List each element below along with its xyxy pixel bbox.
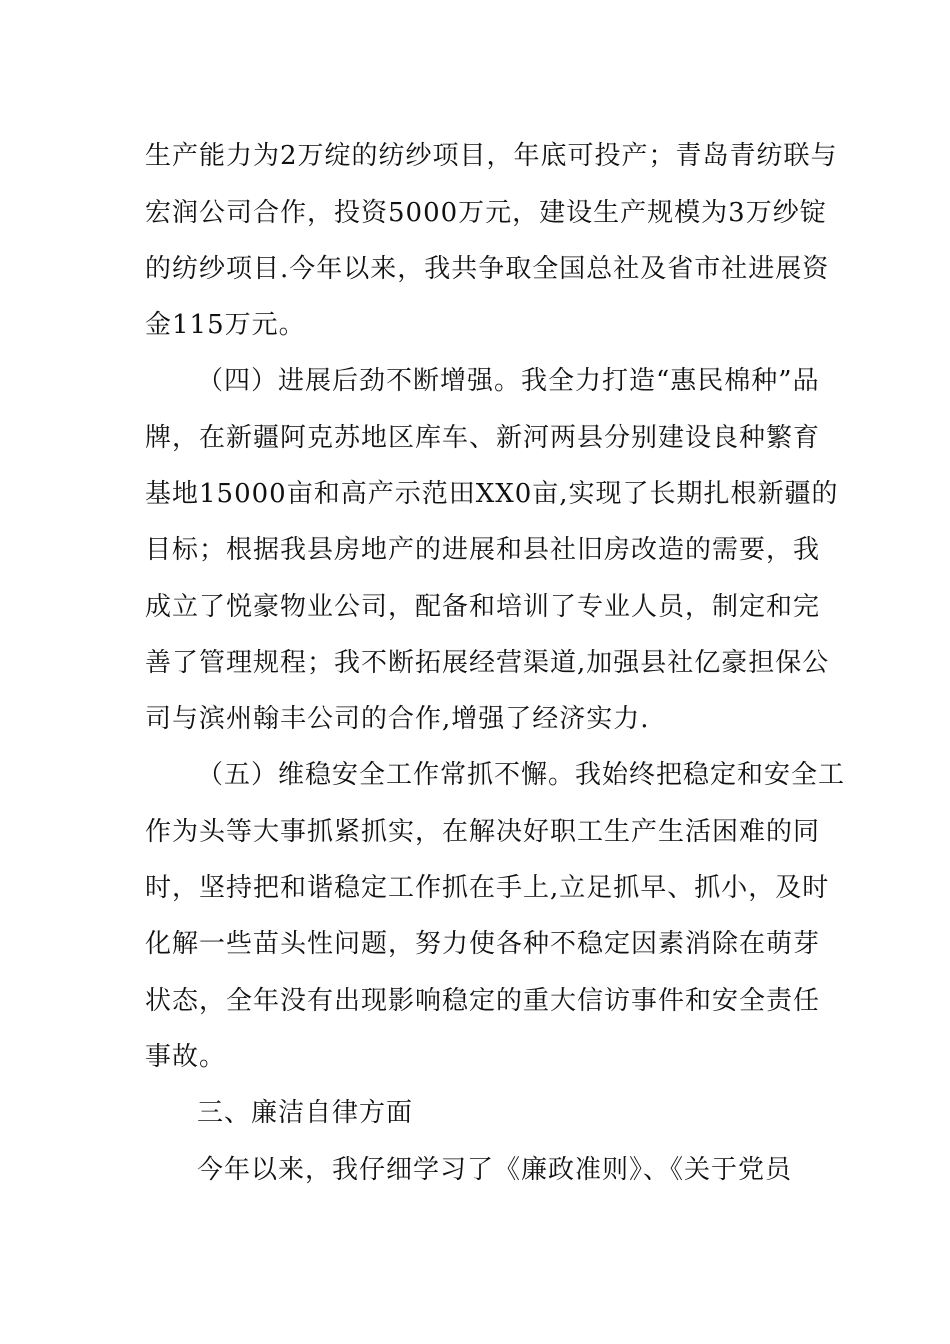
text-line: 生产能力为2万绽的纺纱项目，年底可投产；青岛青纺联与 [145,141,838,171]
text-line: 化解一些苗头性问题，努力使各种不稳定因素消除在萌芽 [145,929,821,959]
text-line: 的纺纱项目.今年以来，我共争取全国总社及省市社进展资 [145,254,830,284]
paragraph-start-line: 今年以来，我仔细学习了《廉政准则》、《关于党员 [197,1155,793,1185]
text-line: 牌，在新疆阿克苏地区库车、新河两县分别建设良种繁育 [145,423,821,453]
paragraph-start-line: （五）维稳安全工作常抓不懈。我始终把稳定和安全工 [197,760,846,790]
section-heading: 三、廉洁自律方面 [197,1098,414,1128]
text-line: 金115万元。 [145,310,306,340]
text-line: 成立了悦豪物业公司，配备和培训了专业人员，制定和完 [145,592,821,622]
paragraph-start-line: （四）进展后劲不断增强。我全力打造“惠民棉种”品 [197,366,820,396]
text-line: 事故。 [145,1042,227,1072]
text-line: 时，坚持把和谐稳定工作抓在手上,立足抓早、抓小，及时 [145,873,830,903]
text-line: 目标；根据我县房地产的进展和县社旧房改造的需要，我 [145,535,821,565]
text-line: 基地15000亩和高产示范田XX0亩,实现了长期扎根新疆的 [145,479,839,509]
text-line: 状态，全年没有出现影响稳定的重大信访事件和安全责任 [145,986,821,1016]
text-line: 善了管理规程；我不断拓展经营渠道,加强县社亿豪担保公 [145,648,830,678]
text-line: 宏润公司合作，投资5000万元，建设生产规模为3万纱锭 [145,198,827,228]
text-line: 司与滨州翰丰公司的合作,增强了经济实力. [145,704,650,734]
text-line: 作为头等大事抓紧抓实，在解决好职工生产生活困难的同 [145,817,821,847]
